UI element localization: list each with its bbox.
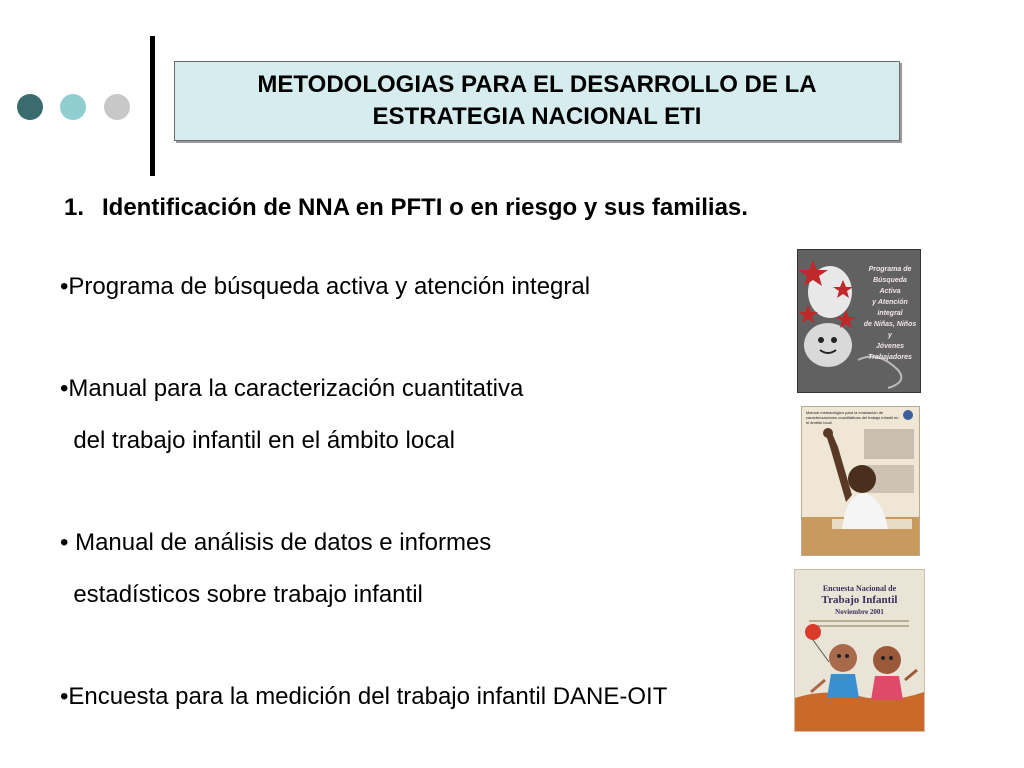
programa-cover-image xyxy=(797,249,921,393)
bullet-encuesta: •Encuesta para la medición del trabajo infantil DANE-OIT xyxy=(60,683,668,710)
encuesta-cover-title: Encuesta Nacional de Trabajo Infantil Noviembre 2001 xyxy=(821,584,898,616)
encuesta-cover-image xyxy=(794,569,925,732)
bullet-programa: •Programa de búsqueda activa y atención integral xyxy=(60,273,591,300)
decor-dot-light xyxy=(60,94,86,120)
bullet-manual-caracterizacion-line2: del trabajo infantil en el ámbito local xyxy=(60,427,455,454)
manual-cover-header: Manual metodológico para la evaluación de caracterizaciones cuantitativas del trabajo infantil en el ámbito local xyxy=(806,410,899,425)
programa-cover-title: Programa de Búsqueda Activa y Atención integral de Niñas, Niños y Jóvenes Trabajadores xyxy=(863,266,917,361)
title-line-2: ESTRATEGIA NACIONAL ETI xyxy=(372,103,702,130)
manual-cover-art xyxy=(802,407,919,555)
encuesta-cover-art xyxy=(795,570,924,731)
section-heading xyxy=(64,193,748,223)
decor-dot-dark xyxy=(17,94,43,120)
bullet-manual-caracterizacion: •Manual para la caracterización cuantitativa xyxy=(60,375,524,402)
bullet-manual-analisis-line2: estadísticos sobre trabajo infantil xyxy=(60,581,423,608)
manual-cover-image xyxy=(801,406,920,556)
section-number: 1. xyxy=(64,194,85,221)
decor-vertical-bar xyxy=(150,36,155,176)
section-heading-text: Identificación de NNA en PFTI o en riesgo y sus familias. xyxy=(102,194,748,221)
bullet-manual-analisis: • Manual de análisis de datos e informes xyxy=(60,529,492,556)
title-line-1: METODOLOGIAS PARA EL DESARROLLO DE LA xyxy=(257,71,817,98)
decor-dot-gray xyxy=(104,94,130,120)
title-box xyxy=(174,61,900,141)
